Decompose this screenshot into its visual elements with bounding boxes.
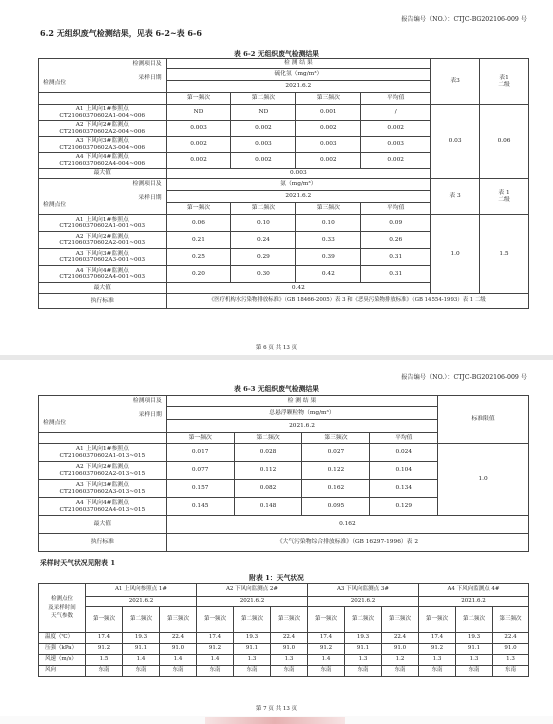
- value-cell: 0.002: [166, 137, 231, 153]
- standard-text: 《医疗机构水污染物排放标准》（GB 18466-2005）表 3 和《恶臭污染物排放标准》（GB 14554-1993）表 1 二级: [166, 294, 528, 309]
- point-cell: A4 下风向4#监测点 CT21060370602A4-013~015: [39, 498, 167, 516]
- value-cell: 0.002: [361, 121, 431, 137]
- point-cell: A2 下风向2#监测点 CT21060370602A2-013~015: [39, 462, 167, 480]
- point-cell: A1 上风向1#参照点 CT21060370602A1-004~006: [39, 105, 167, 121]
- header-item-label: 检测项目及: [132, 398, 162, 404]
- limit-header-table3: 表 3: [431, 179, 480, 215]
- weather-point-header: A1 上风向参照点 1#: [86, 584, 197, 597]
- header-date-label: 采样日期: [138, 412, 162, 418]
- value-cell: 0.002: [231, 121, 296, 137]
- report-number: 报告编号（NO.）：CTJC-BG202106-009 号: [401, 16, 527, 23]
- value-cell: 0.003: [361, 137, 431, 153]
- param-label: 压强（kPa）: [39, 644, 86, 655]
- limit-value-b: 0.06: [480, 105, 529, 179]
- value-cell: 0.028: [234, 444, 302, 462]
- weather-value: 东南: [419, 666, 456, 677]
- weather-value: 东南: [123, 666, 160, 677]
- report-page-6: [0, 0, 553, 355]
- col-header: 第二频次: [231, 203, 296, 215]
- weather-date: 2021.6.2: [419, 597, 529, 607]
- value-cell: 0.148: [234, 498, 302, 516]
- weather-point-header: A3 下风向监测点 3#: [308, 584, 419, 597]
- weather-value: 东南: [234, 666, 271, 677]
- weather-date: 2021.6.2: [197, 597, 308, 607]
- value-cell: ND: [166, 105, 231, 121]
- weather-value: 17.4: [308, 633, 345, 644]
- sampling-date: 2021.6.2: [166, 191, 431, 203]
- value-cell: 0.027: [302, 444, 370, 462]
- result-header: 检 测 结 果: [166, 59, 431, 69]
- weather-table-caption: 附表 1：天气状况: [249, 574, 304, 582]
- value-cell: 0.162: [302, 480, 370, 498]
- value-cell: 0.003: [231, 137, 296, 153]
- value-cell: 0.017: [166, 444, 234, 462]
- weather-header-diagonal: [39, 584, 86, 633]
- col-header: 第一频次: [166, 433, 234, 444]
- value-cell: 0.25: [166, 249, 231, 266]
- weather-value: 91.1: [345, 644, 382, 655]
- header-date-label: 采样日期: [138, 195, 162, 201]
- value-cell: 0.31: [361, 266, 431, 283]
- sampling-date: 2021.6.2: [166, 420, 437, 433]
- weather-value: 91.2: [308, 644, 345, 655]
- param-label: 温度（℃）: [39, 633, 86, 644]
- col-header: 平均值: [361, 93, 431, 105]
- header-item-label: 检测项目及: [132, 181, 162, 187]
- weather-value: 东南: [197, 666, 234, 677]
- point-cell: A2 下风向2#监测点 CT21060370602A2-004~006: [39, 121, 167, 137]
- point-cell: A2 下风向2#监测点 CT21060370602A2-001~003: [39, 232, 167, 249]
- freq-header: 第二频次: [234, 607, 271, 633]
- col-header: 第二频次: [234, 433, 302, 444]
- max-label: 最大值: [39, 283, 167, 294]
- value-cell: 0.10: [296, 215, 361, 232]
- standard-text: 《大气污染物综合排放标准》（GB 16297-1996）表 2: [166, 534, 528, 552]
- col-header: 平均值: [370, 433, 438, 444]
- weather-value: 91.0: [382, 644, 419, 655]
- value-cell: 0.002: [361, 153, 431, 169]
- weather-value: 22.4: [493, 633, 529, 644]
- weather-value: 东南: [308, 666, 345, 677]
- weather-value: 1.3: [419, 655, 456, 666]
- freq-header: 第三频次: [493, 607, 529, 633]
- weather-value: 91.1: [456, 644, 493, 655]
- value-cell: 0.112: [234, 462, 302, 480]
- param-label: 风向: [39, 666, 86, 677]
- weather-date: 2021.6.2: [308, 597, 419, 607]
- weather-value: 19.3: [123, 633, 160, 644]
- weather-value: 17.4: [419, 633, 456, 644]
- limit-value-a: 0.03: [431, 105, 480, 179]
- value-cell: 0.157: [166, 480, 234, 498]
- limit-value: 1.0: [438, 444, 529, 516]
- freq-header: 第一频次: [197, 607, 234, 633]
- value-cell: 0.20: [166, 266, 231, 283]
- weather-value: 1.4: [308, 655, 345, 666]
- value-cell: 0.134: [370, 480, 438, 498]
- value-cell: 0.26: [361, 232, 431, 249]
- pollutant-name: 氨（mg/m³）: [166, 179, 431, 191]
- page-footer: 第 7 页 共 13 页: [255, 706, 298, 712]
- point-header-blank: [39, 433, 167, 444]
- weather-value: 1.3: [234, 655, 271, 666]
- weather-value: 东南: [382, 666, 419, 677]
- weather-value: 91.2: [419, 644, 456, 655]
- table-6-3: [38, 395, 529, 552]
- weather-value: 1.3: [493, 655, 529, 666]
- value-cell: 0.31: [361, 249, 431, 266]
- value-cell: /: [361, 105, 431, 121]
- limit-header-table1: 表1 二级: [480, 59, 529, 105]
- weather-value: 1.4: [123, 655, 160, 666]
- report-number: 报告编号（NO.）：CTJC-BG202106-009 号: [401, 374, 527, 381]
- max-label: 最大值: [39, 516, 167, 534]
- value-cell: 0.42: [296, 266, 361, 283]
- header-point-label: 检测点位: [43, 419, 67, 426]
- weather-point-header: A2 下风向监测点 2#: [197, 584, 308, 597]
- value-cell: 0.002: [296, 121, 361, 137]
- weather-value: 91.0: [493, 644, 529, 655]
- value-cell: 0.082: [234, 480, 302, 498]
- standard-label: 执行标准: [39, 534, 167, 552]
- value-cell: 0.003: [296, 137, 361, 153]
- value-cell: 0.002: [166, 153, 231, 169]
- weather-header-line: 检测点位: [50, 595, 73, 602]
- header-point-label: 检测点位: [43, 79, 67, 86]
- weather-value: 19.3: [345, 633, 382, 644]
- weather-value: 17.4: [197, 633, 234, 644]
- value-cell: 0.001: [296, 105, 361, 121]
- value-cell: 0.09: [361, 215, 431, 232]
- weather-value: 91.2: [197, 644, 234, 655]
- weather-header-line: 及采样: [48, 604, 65, 611]
- weather-value: 91.1: [234, 644, 271, 655]
- col-header: 第三频次: [302, 433, 370, 444]
- weather-value: 1.3: [345, 655, 382, 666]
- table-6-2-caption: 表 6-2 无组织废气检测结果: [234, 50, 319, 58]
- limit-header-table3: 表3: [431, 59, 480, 105]
- limit-value-b: 1.5: [480, 215, 529, 294]
- max-value: 0.003: [166, 169, 431, 179]
- weather-value: 东南: [271, 666, 308, 677]
- header-item-label: 检测项目及: [132, 61, 162, 67]
- value-cell: 0.33: [296, 232, 361, 249]
- point-cell: A4 下风向4#监测点 CT21060370602A4-004~006: [39, 153, 167, 169]
- header-date-label: 采样日期: [138, 75, 162, 81]
- weather-value: 91.0: [160, 644, 197, 655]
- header-diagonal-cell: [39, 396, 167, 433]
- table-6-3-caption: 表 6-3 无组织废气检测结果: [234, 385, 319, 393]
- weather-value: 91.2: [86, 644, 123, 655]
- col-header: 平均值: [361, 203, 431, 215]
- point-cell: A1 上风向1#参照点 CT21060370602A1-013~015: [39, 444, 167, 462]
- weather-value: 22.4: [271, 633, 308, 644]
- col-header: 第二频次: [231, 93, 296, 105]
- weather-value: 19.3: [234, 633, 271, 644]
- page-footer: 第 6 页 共 13 页: [255, 345, 298, 351]
- limit-header: 标准限值: [438, 396, 529, 444]
- table-6-2: [38, 58, 529, 309]
- max-label: 最大值: [39, 169, 167, 179]
- pollutant-name: 总悬浮颗粒物（mg/m³）: [166, 407, 437, 420]
- value-cell: 0.30: [231, 266, 296, 283]
- value-cell: 0.39: [296, 249, 361, 266]
- value-cell: 0.122: [302, 462, 370, 480]
- result-header: 检 测 结 果: [166, 396, 437, 407]
- value-cell: 0.095: [302, 498, 370, 516]
- weather-value: 东南: [345, 666, 382, 677]
- value-cell: 0.002: [296, 153, 361, 169]
- value-cell: 0.145: [166, 498, 234, 516]
- value-cell: 0.002: [231, 153, 296, 169]
- value-cell: 0.06: [166, 215, 231, 232]
- point-cell: A4 下风向4#监测点 CT21060370602A4-001~003: [39, 266, 167, 283]
- freq-header: 第一频次: [308, 607, 345, 633]
- value-cell: 0.24: [231, 232, 296, 249]
- freq-header: 第二频次: [123, 607, 160, 633]
- point-cell: A3 下风向3#监测点 CT21060370602A3-001~003: [39, 249, 167, 266]
- weather-value: 1.3: [271, 655, 308, 666]
- freq-header: 第二频次: [345, 607, 382, 633]
- point-cell: A3 下风向3#监测点 CT21060370602A3-004~006: [39, 137, 167, 153]
- max-value: 0.162: [166, 516, 528, 534]
- standard-label: 执行标准: [39, 294, 167, 309]
- value-cell: 0.077: [166, 462, 234, 480]
- value-cell: 0.104: [370, 462, 438, 480]
- value-cell: ND: [231, 105, 296, 121]
- weather-date: 2021.6.2: [86, 597, 197, 607]
- weather-value: 东南: [160, 666, 197, 677]
- weather-table: [38, 583, 529, 677]
- weather-header-line: 天气参数: [50, 613, 73, 620]
- col-header: 第一频次: [166, 203, 231, 215]
- section-title: 6.2 无组织废气检测结果，见表 6-2~表 6-6: [40, 28, 202, 38]
- param-label: 风速（m/s）: [39, 655, 86, 666]
- weather-point-header: A4 下风向监测点 4#: [419, 584, 529, 597]
- freq-header: 第三频次: [271, 607, 308, 633]
- limit-header-table1: 表 1 二级: [480, 179, 529, 215]
- weather-value: 1.4: [197, 655, 234, 666]
- freq-header: 第二频次: [456, 607, 493, 633]
- freq-header: 第三频次: [382, 607, 419, 633]
- value-cell: 0.003: [166, 121, 231, 137]
- weather-value: 东南: [456, 666, 493, 677]
- weather-value: 1.2: [382, 655, 419, 666]
- col-header: 第三频次: [296, 203, 361, 215]
- weather-value: 91.0: [271, 644, 308, 655]
- header-point-label: 检测点位: [43, 201, 67, 208]
- weather-value: 22.4: [160, 633, 197, 644]
- value-cell: 0.10: [231, 215, 296, 232]
- sampling-date: 2021.6.2: [166, 81, 431, 93]
- header-diagonal-cell: [39, 59, 167, 93]
- weather-value: 东南: [493, 666, 529, 677]
- weather-value: 17.4: [86, 633, 123, 644]
- weather-value: 东南: [86, 666, 123, 677]
- value-cell: 0.29: [231, 249, 296, 266]
- col-header: 第一频次: [166, 93, 231, 105]
- point-header-blank: [39, 93, 167, 105]
- weather-value: 22.4: [382, 633, 419, 644]
- weather-value: 91.1: [123, 644, 160, 655]
- weather-value: 1.4: [160, 655, 197, 666]
- value-cell: 0.129: [370, 498, 438, 516]
- point-cell: A3 下风向3#监测点 CT21060370602A3-013~015: [39, 480, 167, 498]
- weather-value: 1.5: [86, 655, 123, 666]
- max-value: 0.42: [166, 283, 431, 294]
- weather-value: 1.3: [456, 655, 493, 666]
- point-cell: A1 上风向1#参照点 CT21060370602A1-001~003: [39, 215, 167, 232]
- red-stamp-fragment: [205, 717, 345, 724]
- weather-section-title: 采样时天气状况见附表 1: [40, 559, 116, 567]
- freq-header: 第一频次: [419, 607, 456, 633]
- pollutant-name: 硫化氢（mg/m³）: [166, 69, 431, 81]
- col-header: 第三频次: [296, 93, 361, 105]
- limit-value-a: 1.0: [431, 215, 480, 294]
- freq-header: 第三频次: [160, 607, 197, 633]
- weather-header-line: 时间: [64, 604, 76, 611]
- freq-header: 第一频次: [86, 607, 123, 633]
- header-diagonal-cell: [39, 179, 167, 215]
- value-cell: 0.21: [166, 232, 231, 249]
- value-cell: 0.024: [370, 444, 438, 462]
- weather-value: 19.3: [456, 633, 493, 644]
